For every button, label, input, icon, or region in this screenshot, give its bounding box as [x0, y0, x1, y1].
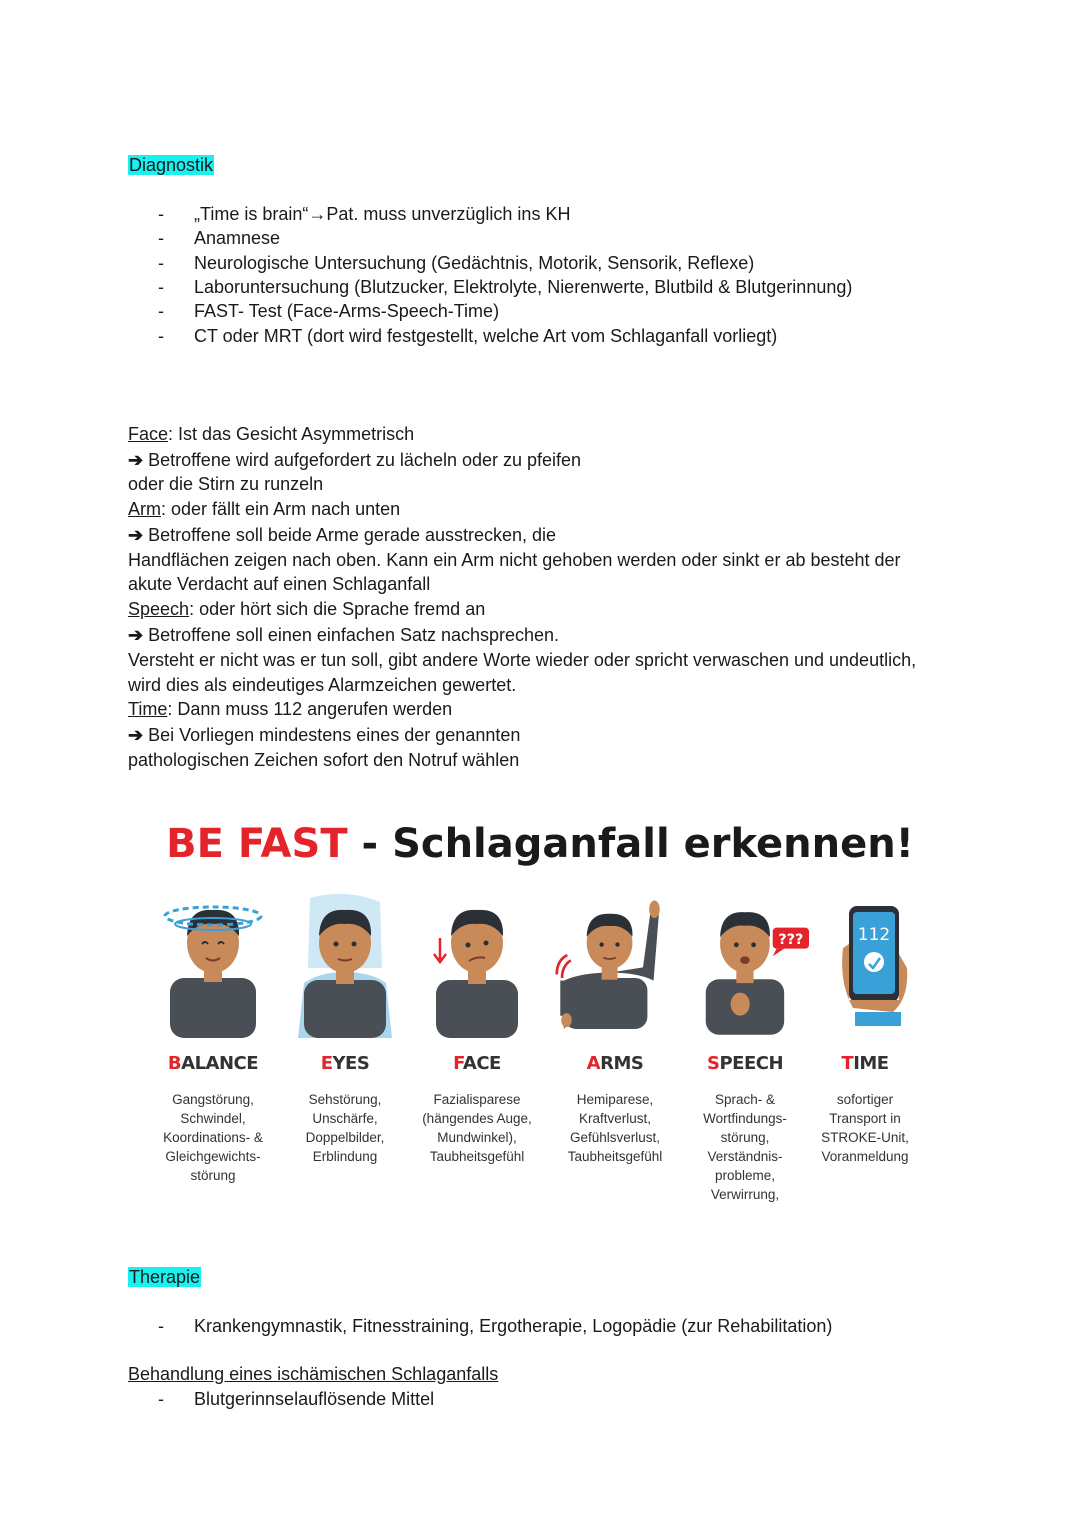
desc-arms: Hemiparese, Kraftverlust, Gefühlsverlust, Taubheitsgefühl: [567, 1092, 663, 1164]
arm-cont-2: akute Verdacht auf einen Schlaganfall: [128, 574, 431, 594]
arm-line: Arm: oder fällt ein Arm nach unten: [128, 499, 401, 519]
arms-raised-person-icon: [555, 888, 665, 1038]
svg-text:???: ???: [778, 931, 804, 948]
list-dash: -: [158, 1316, 164, 1336]
label-speech: SPEECH: [706, 1053, 784, 1074]
list-item: FAST- Test (Face-Arms-Speech-Time): [194, 301, 500, 321]
speech-confused-person-icon: [700, 888, 810, 1038]
list-dash: -: [158, 1389, 164, 1409]
speech-cont-1: Versteht er nicht was er tun soll, gibt andere Worte wieder oder spricht verwaschen und undeutlich,: [128, 650, 917, 670]
arrow-right-icon: ➔: [128, 525, 144, 545]
desc-eyes: Sehstörung, Unschärfe, Doppelbilder, Erblindung: [305, 1092, 385, 1164]
label-time: TIME: [841, 1053, 889, 1074]
desc-time: sofortiger Transport in STROKE-Unit, Voranmeldung: [821, 1092, 909, 1164]
list-dash: -: [158, 228, 164, 248]
arm-cont-1: Handflächen zeigen nach oben. Kann ein Arm nicht gehoben werden oder sinkt er ab besteht der: [128, 550, 901, 570]
face-line: Face: Ist das Gesicht Asymmetrisch: [128, 424, 415, 444]
section-heading-therapie: Therapie: [129, 1267, 201, 1287]
label-arms: ARMS: [586, 1053, 644, 1074]
face-drooping-person-icon: [422, 888, 532, 1038]
list-item: „Time is brain“→Pat. muss unverzüglich ins KH: [194, 204, 571, 224]
eyes-blurred-person-icon: [290, 888, 400, 1038]
list-dash: -: [158, 277, 164, 297]
arrow-right-icon: ➔: [128, 725, 144, 745]
desc-face: Fazialisparese (hängendes Auge, Mundwinkel), Taubheitsgefühl: [422, 1092, 532, 1164]
list-item: Blutgerinnselauflösende Mittel: [194, 1389, 435, 1409]
svg-text:112: 112: [857, 925, 891, 945]
infographic-title: BE FAST - Schlaganfall erkennen!: [166, 821, 914, 867]
list-item: Krankengymnastik, Fitnesstraining, Ergotherapie, Logopädie (zur Rehabilitation): [194, 1316, 833, 1336]
list-item: Laboruntersuchung (Blutzucker, Elektrolyte, Nierenwerte, Blutbild & Blutgerinnung): [194, 277, 853, 297]
speech-arrow-line: ➔ Betroffene soll einen einfachen Satz nachsprechen.: [128, 625, 560, 645]
arm-arrow-line: ➔ Betroffene soll beide Arme gerade ausstrecken, die: [128, 525, 557, 545]
list-dash: -: [158, 253, 164, 273]
time-phone-112-icon: [823, 888, 933, 1038]
desc-speech: Sprach- & Wortfindungs- störung, Verständnis- probleme, Verwirrung,: [703, 1092, 787, 1202]
section-heading-diagnostik: Diagnostik: [129, 155, 214, 175]
label-face: FACE: [453, 1053, 501, 1074]
time-arrow-line: ➔ Bei Vorliegen mindestens eines der genannten: [128, 725, 521, 745]
list-item: CT oder MRT (dort wird festgestellt, welche Art vom Schlaganfall vorliegt): [194, 326, 778, 346]
time-line: Time: Dann muss 112 angerufen werden: [128, 699, 453, 719]
face-arrow-line: ➔ Betroffene wird aufgefordert zu lächeln oder zu pfeifen: [128, 450, 582, 470]
desc-balance: Gangstörung, Schwindel, Koordinations- & Gleichgewichts- störung: [163, 1092, 263, 1183]
arrow-right-icon: ➔: [128, 450, 144, 470]
speech-cont-2: wird dies als eindeutiges Alarmzeichen gewertet.: [128, 675, 517, 695]
subheading-ischaemisch: Behandlung eines ischämischen Schlaganfalls: [128, 1364, 499, 1384]
list-item: Neurologische Untersuchung (Gedächtnis, Motorik, Sensorik, Reflexe): [194, 253, 755, 273]
list-dash: -: [158, 204, 164, 224]
list-dash: -: [158, 326, 164, 346]
label-eyes: EYES: [320, 1053, 370, 1074]
speech-line: Speech: oder hört sich die Sprache fremd an: [128, 599, 486, 619]
time-cont: pathologischen Zeichen sofort den Notruf wählen: [128, 750, 520, 770]
label-balance: BALANCE: [167, 1053, 259, 1074]
arrow-right-icon: ➔: [128, 625, 144, 645]
balance-dizzy-person-icon: [158, 888, 268, 1038]
list-dash: -: [158, 301, 164, 321]
list-item: Anamnese: [194, 228, 281, 248]
face-cont: oder die Stirn zu runzeln: [128, 474, 324, 494]
